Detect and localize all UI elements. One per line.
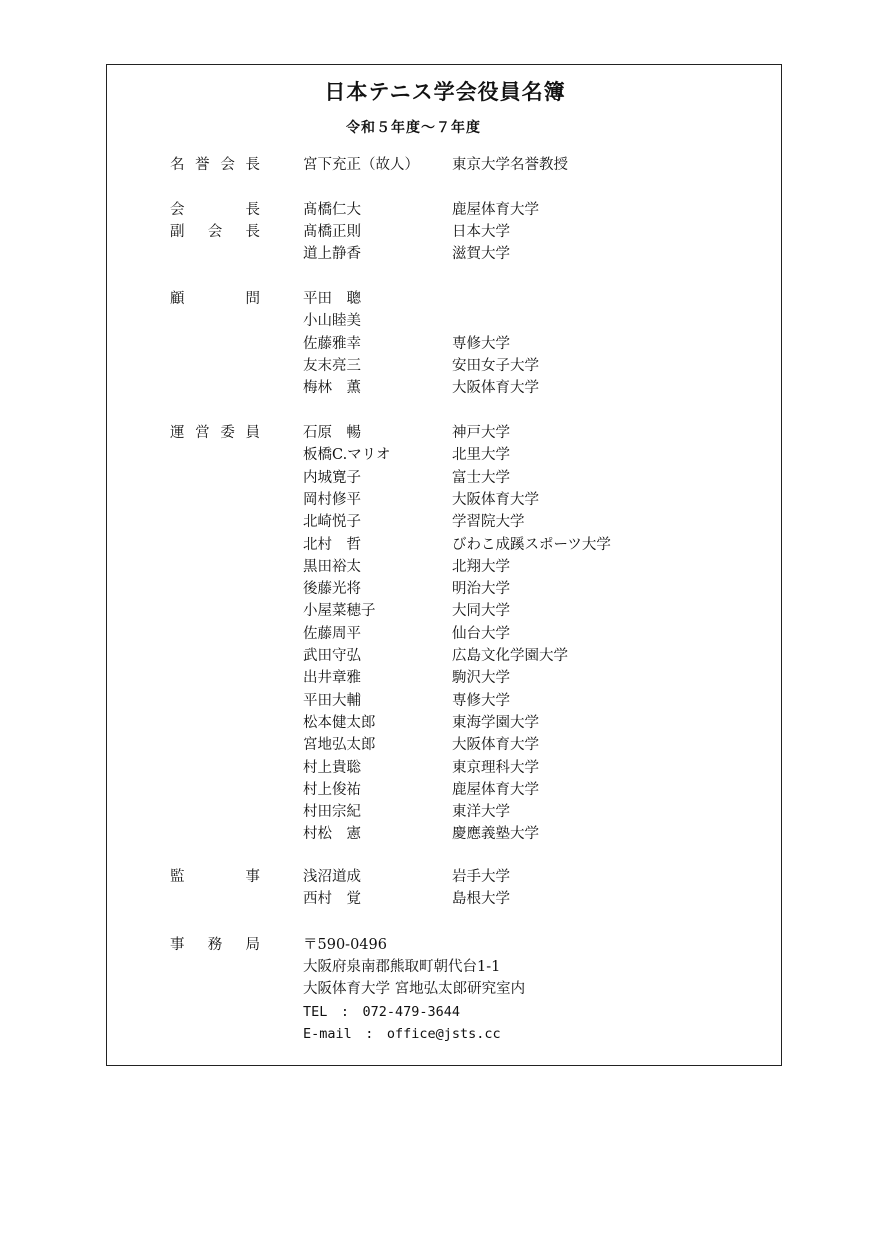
member-name: 内城寛子 <box>303 469 361 486</box>
role-label: 顧 問 <box>170 291 260 307</box>
member-name: 宮地弘太郎 <box>303 737 376 754</box>
role-label: 会 長 <box>170 202 260 218</box>
member-name: 小山睦美 <box>303 313 361 330</box>
member-affiliation: びわこ成蹊スポーツ大学 <box>452 536 611 553</box>
document-title: 日本テニス学会役員名簿 <box>324 80 566 104</box>
member-affiliation: 鹿屋体育大学 <box>452 202 539 218</box>
document-subtitle: 令和５年度～７年度 <box>346 120 481 136</box>
member-affiliation: 鹿屋体育大学 <box>452 781 539 798</box>
member-name: 小屋菜穂子 <box>303 603 376 620</box>
member-affiliation: 北里大学 <box>452 447 510 464</box>
office-tel: TEL : 072-479-3644 <box>303 1004 461 1020</box>
member-name: 友末亮三 <box>303 357 361 374</box>
office-postal: 〒590-0496 <box>303 937 387 953</box>
member-affiliation: 明治大学 <box>452 581 510 598</box>
member-name: 黒田裕太 <box>303 558 361 575</box>
member-name: 髙橋仁大 <box>303 202 361 218</box>
member-affiliation: 駒沢大学 <box>452 670 510 687</box>
member-name: 浅沼道成 <box>303 869 361 885</box>
member-name: 宮下充正（故人） <box>303 157 419 173</box>
member-name: 石原 暢 <box>303 425 361 441</box>
member-name: 村上俊祐 <box>303 781 361 798</box>
member-name: 北崎悦子 <box>303 514 361 531</box>
role-label: 監 事 <box>170 869 260 885</box>
member-name: 髙橋正則 <box>303 224 361 240</box>
member-name: 道上静香 <box>303 246 361 263</box>
member-affiliation: 東海学園大学 <box>452 714 539 731</box>
member-name: 佐藤雅幸 <box>303 335 361 352</box>
member-name: 板橋C.マリオ <box>303 447 391 464</box>
member-name: 出井章雅 <box>303 670 361 687</box>
member-affiliation: 慶應義塾大学 <box>452 826 539 843</box>
member-affiliation: 東京理科大学 <box>452 759 539 776</box>
member-name: 平田大輔 <box>303 692 361 709</box>
member-name: 佐藤周平 <box>303 625 361 642</box>
role-label: 運 営 委 員 <box>170 425 260 441</box>
member-affiliation: 島根大学 <box>452 891 510 908</box>
member-name: 村田宗紀 <box>303 804 361 821</box>
role-label: 名 誉 会 長 <box>170 157 260 173</box>
role-label: 副 会 長 <box>170 224 260 240</box>
member-name: 武田守弘 <box>303 648 361 664</box>
member-affiliation: 大阪体育大学 <box>452 380 539 397</box>
member-affiliation: 岩手大学 <box>452 869 510 885</box>
member-name: 梅林 薫 <box>303 380 361 397</box>
member-affiliation: 学習院大学 <box>452 514 525 531</box>
member-affiliation: 北翔大学 <box>452 558 510 575</box>
member-affiliation: 東洋大学 <box>452 804 510 821</box>
office-address: 大阪府泉南郡熊取町朝代台1-1 <box>303 959 501 975</box>
member-affiliation: 神戸大学 <box>452 425 510 441</box>
member-name: 平田 聰 <box>303 291 361 307</box>
member-affiliation: 富士大学 <box>452 469 510 486</box>
member-name: 岡村修平 <box>303 491 361 508</box>
member-name: 後藤光将 <box>303 581 361 598</box>
member-affiliation: 仙台大学 <box>452 625 510 642</box>
member-affiliation: 大阪体育大学 <box>452 491 539 508</box>
member-name: 松本健太郎 <box>303 714 376 731</box>
member-affiliation: 専修大学 <box>452 335 510 352</box>
member-affiliation: 安田女子大学 <box>452 357 539 374</box>
member-affiliation: 専修大学 <box>452 692 510 709</box>
office-email[interactable]: E-mail : office@jsts.cc <box>303 1026 501 1042</box>
member-affiliation: 大同大学 <box>452 603 510 620</box>
member-affiliation: 滋賀大学 <box>452 246 510 263</box>
member-name: 西村 覚 <box>303 891 361 908</box>
member-affiliation: 日本大学 <box>452 224 510 240</box>
member-name: 村上貴聡 <box>303 759 361 776</box>
office-role-label: 事 務 局 <box>170 937 260 953</box>
member-name: 北村 哲 <box>303 536 361 553</box>
member-affiliation: 大阪体育大学 <box>452 737 539 754</box>
office-dept: 大阪体育大学 宮地弘太郎研究室内 <box>303 981 526 997</box>
member-affiliation: 東京大学名誉教授 <box>452 157 568 173</box>
member-name: 村松 憲 <box>303 826 361 843</box>
member-affiliation: 広島文化学園大学 <box>452 648 568 664</box>
